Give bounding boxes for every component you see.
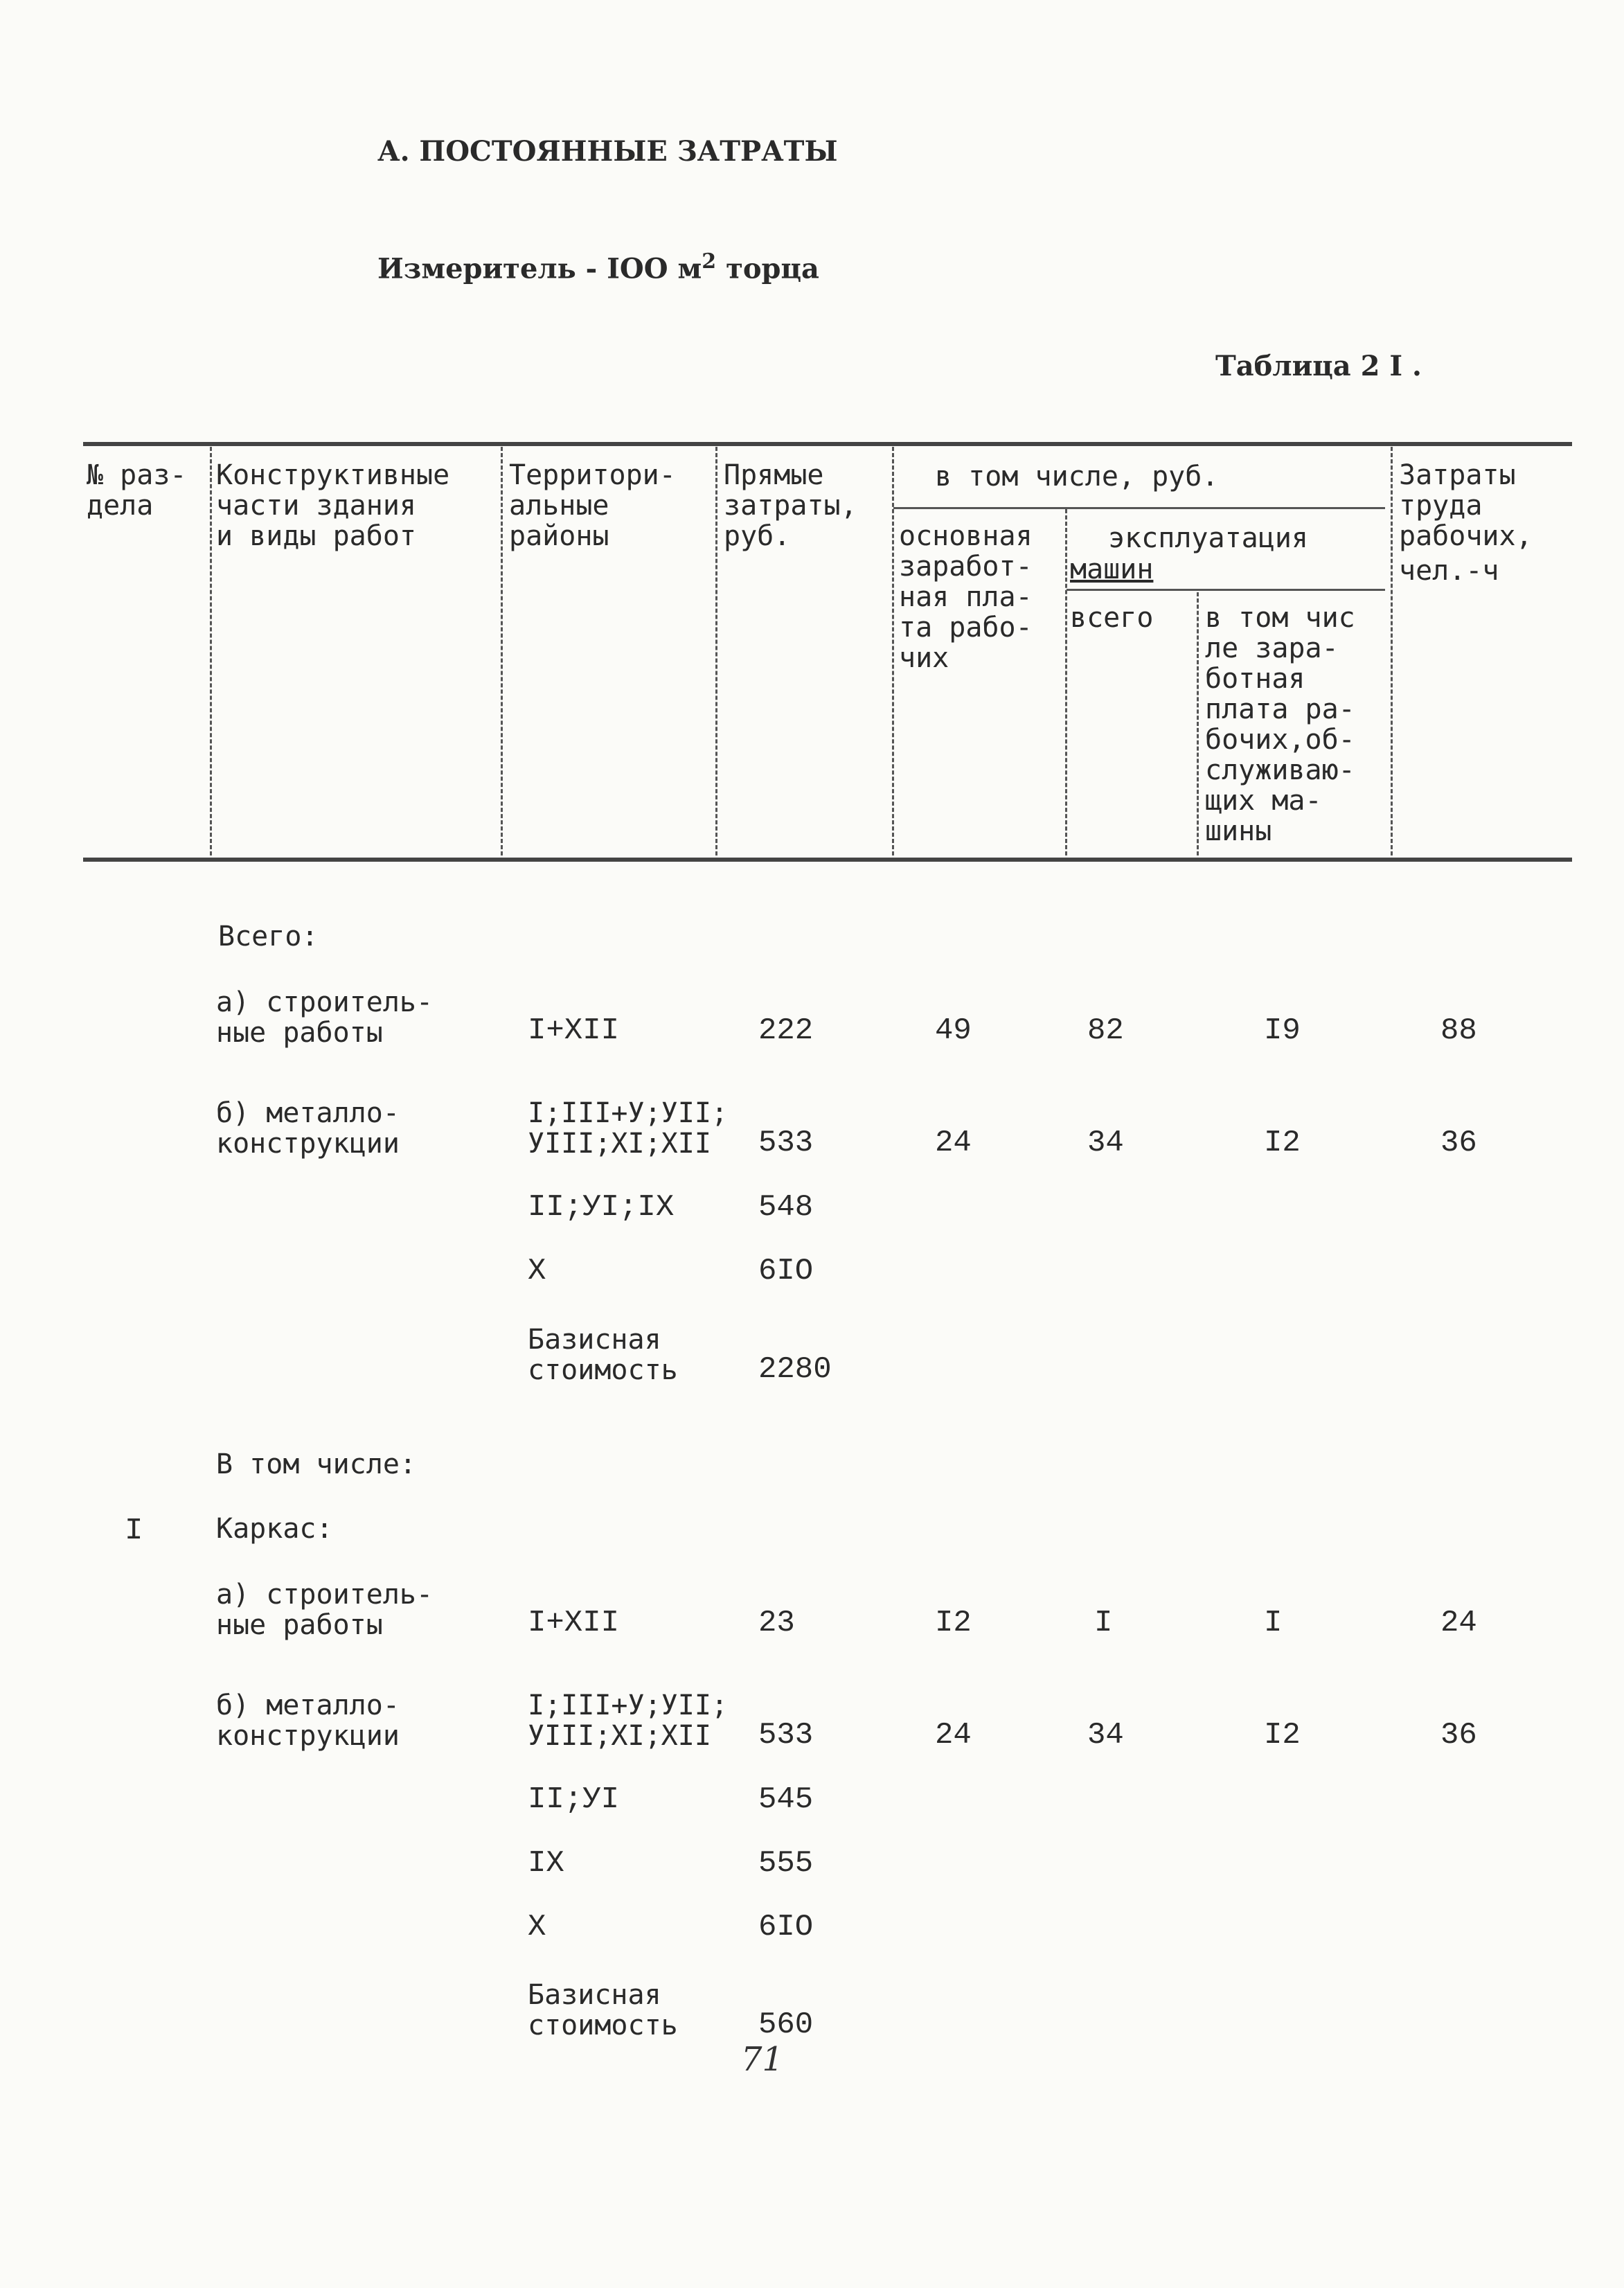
header-labor-costs: Затраты труда рабочих, чел.-ч xyxy=(1399,459,1533,587)
header-machines: машин xyxy=(1070,553,1154,585)
row-machine-wage: I2 xyxy=(1264,1126,1301,1160)
including-label: В том числе: xyxy=(216,1448,416,1480)
section-number: I xyxy=(125,1514,143,1548)
total-label: Всего: xyxy=(218,921,319,952)
row-direct: 548 xyxy=(758,1190,814,1225)
header-bottom-rule xyxy=(83,858,1572,862)
header-section-number: № раз- дела xyxy=(87,459,187,522)
row-machine-total: 82 xyxy=(1087,1013,1124,1048)
header-top-rule xyxy=(83,442,1572,446)
row-wage: I2 xyxy=(935,1606,972,1640)
col-divider xyxy=(501,447,503,855)
row-wage: 24 xyxy=(935,1126,972,1160)
col-divider xyxy=(715,447,717,855)
col-divider xyxy=(1065,509,1067,855)
row-name: б) металло- конструкции xyxy=(216,1097,400,1160)
row-direct: 6IO xyxy=(758,1910,814,1944)
row-direct: 6IO xyxy=(758,1254,814,1288)
measure-prefix: Измеритель - IOO м xyxy=(377,252,702,285)
header-group-including: в том числе, руб. xyxy=(935,461,1219,493)
measure-sup: 2 xyxy=(702,249,717,274)
col-divider xyxy=(210,447,212,855)
row-machine-total: I xyxy=(1094,1606,1113,1640)
row-region: Базисная стоимость xyxy=(528,1979,678,2041)
row-labor: 36 xyxy=(1440,1718,1477,1753)
col-divider xyxy=(1391,447,1393,855)
row-machine-total: 34 xyxy=(1087,1718,1124,1753)
group-rule xyxy=(893,507,1385,509)
row-region: II;УI;IX xyxy=(528,1190,675,1225)
row-wage: 49 xyxy=(935,1013,972,1048)
header-direct-costs: Прямые затраты, руб. xyxy=(724,459,857,552)
row-direct: 533 xyxy=(758,1718,814,1753)
row-wage: 24 xyxy=(935,1718,972,1753)
section-title: А. ПОСТОЯННЫЕ ЗАТРАТЫ xyxy=(377,135,838,168)
header-base-wage: основная заработ- ная пла- та рабо- чих xyxy=(899,520,1033,674)
row-machine-total: 34 xyxy=(1087,1126,1124,1160)
row-direct: 555 xyxy=(758,1846,814,1881)
col-divider xyxy=(1197,592,1199,855)
row-machine-wage: I9 xyxy=(1264,1013,1301,1048)
row-name: б) металло- конструкции xyxy=(216,1690,400,1752)
row-region: I+XII xyxy=(528,1606,620,1640)
table-label: Таблица 2 I . xyxy=(1215,350,1422,382)
row-direct: 533 xyxy=(758,1126,814,1160)
row-region: I;III+У;УII; УIII;XI;XII xyxy=(528,1690,728,1752)
header-construction-parts: Конструктивные части здания и виды работ xyxy=(216,459,450,552)
row-direct: 222 xyxy=(758,1013,814,1048)
row-direct: 2280 xyxy=(758,1352,832,1387)
row-labor: 24 xyxy=(1440,1606,1477,1640)
row-direct: 23 xyxy=(758,1606,795,1640)
row-labor: 36 xyxy=(1440,1126,1477,1160)
row-labor: 88 xyxy=(1440,1013,1477,1048)
row-name: а) строитель- ные работы xyxy=(216,986,434,1049)
row-direct: 560 xyxy=(758,2007,814,2042)
section-name: Каркас: xyxy=(216,1513,333,1545)
exp-rule xyxy=(1067,589,1385,591)
row-name: а) строитель- ные работы xyxy=(216,1579,434,1641)
header-machine-operation: эксплуатация xyxy=(1108,522,1308,554)
measure-suffix: торца xyxy=(716,252,819,285)
header-territorial-regions: Территори- альные районы xyxy=(509,459,676,552)
row-machine-wage: I xyxy=(1264,1606,1283,1640)
row-region: IX xyxy=(528,1846,564,1881)
row-region: Базисная стоимость xyxy=(528,1324,678,1386)
row-region: X xyxy=(528,1910,546,1944)
row-region: I;III+У;УII; УIII;XI;XII xyxy=(528,1097,728,1160)
header-machine-wage: в том чис ле зара- ботная плата ра- бочих,об- служиваю- щих ма- шины xyxy=(1205,602,1355,847)
row-region: II;УI xyxy=(528,1782,620,1817)
row-region: I+XII xyxy=(528,1013,620,1048)
row-machine-wage: I2 xyxy=(1264,1718,1301,1753)
col-divider xyxy=(892,447,894,855)
row-region: X xyxy=(528,1254,546,1288)
row-direct: 545 xyxy=(758,1782,814,1817)
header-machine-total: всего xyxy=(1070,602,1154,634)
page-number: 71 xyxy=(741,2040,784,2079)
measure-line xyxy=(377,249,819,285)
